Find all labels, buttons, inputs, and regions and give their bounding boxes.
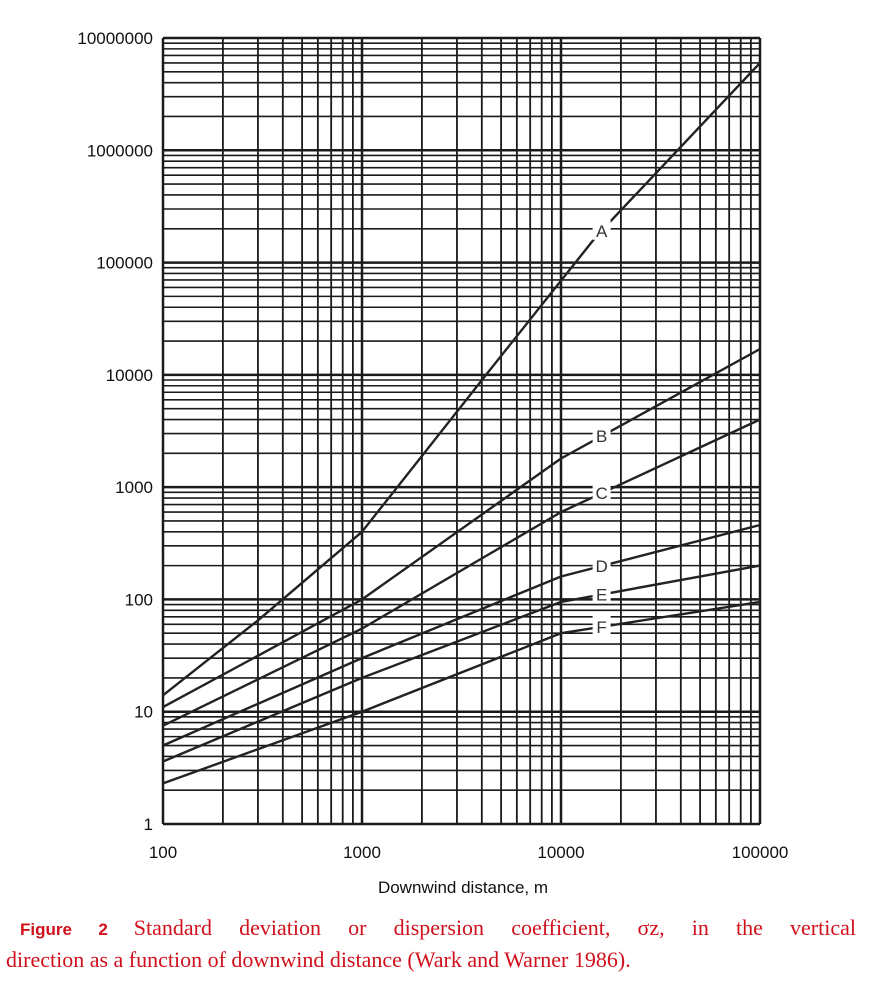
curve-b xyxy=(163,349,760,707)
y-tick-label: 1 xyxy=(143,815,153,834)
x-axis-label: Downwind distance, m xyxy=(377,878,549,897)
y-tick-label: 100000 xyxy=(96,253,153,273)
curve-e xyxy=(163,566,760,762)
caption-line-1: Standard deviation or dispersion coefficient, σz, in the vertical xyxy=(133,915,857,940)
caption-line-2: direction as a function of downwind distance (Wark and Warner 1986). xyxy=(6,947,631,972)
y-tick-label: 10000000 xyxy=(77,29,153,48)
y-tick-label: 100 xyxy=(124,590,153,610)
x-tick-label: 100000 xyxy=(731,843,789,862)
x-tick-label: 1000 xyxy=(343,843,381,862)
curves xyxy=(163,63,760,784)
curve-label-c: C xyxy=(595,484,608,504)
x-tick-label: 10000 xyxy=(537,843,585,862)
y-tick-label: 10000 xyxy=(105,365,153,385)
curve-label-a: A xyxy=(595,221,608,241)
curve-label-d: D xyxy=(595,556,608,576)
curve-c xyxy=(163,420,760,726)
curve-label-f: F xyxy=(596,617,607,637)
figure-caption xyxy=(6,913,856,975)
x-tick-label: 100 xyxy=(148,843,178,862)
curve-label-e: E xyxy=(595,585,608,605)
curve-label-b: B xyxy=(595,427,608,447)
figure-label: Figure 2 xyxy=(20,920,108,939)
y-tick-label: 10 xyxy=(134,702,153,722)
y-tick-label: 1000 xyxy=(115,478,153,498)
y-tick-label: 1000000 xyxy=(86,141,153,161)
